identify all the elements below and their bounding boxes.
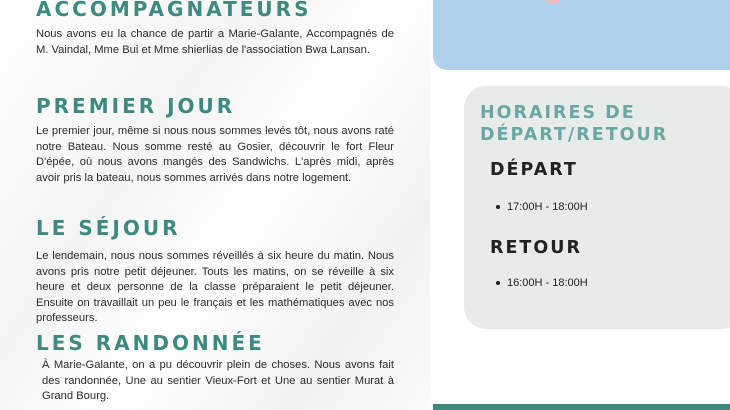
heading-les-randonnee: LES RANDONNÉE [36, 331, 265, 355]
schedule-title [480, 102, 668, 146]
text-premier-jour: Le premier jour, même si nous nous sommes levés tôt, nous avons raté notre Bateau. Nous somme resté au Gosier, découvrir le fort Fleur D'épée, où nous avons mangés des Sandwichs. L'après midi, après avoir pris la bateau, nous sommes arrivés dans notre logement. [36, 125, 394, 184]
schedule-title-line1: HORAIRES DE [480, 103, 636, 123]
retour-time-item [496, 277, 588, 289]
retour-label: RETOUR [490, 238, 582, 258]
bullet-icon [496, 205, 500, 209]
heading-le-sejour: LE SÉJOUR [36, 216, 181, 240]
top-blue-banner [433, 0, 730, 70]
depart-time-item [496, 201, 588, 213]
text-les-randonnee: À Marie-Galante, on a pu découvrir plein de choses. Nous avons fait des randonnée, Une au sentier Vieux-Fort et Une au sentier Murat à Grand Bourg. [42, 359, 394, 403]
text-accompagnateurs: Nous avons eu la chance de partir a Marie-Galante, Accompagnés de M. Vaindal, Mme Bui et Mme shierlias de l'association Bwa Lansan. [36, 28, 394, 56]
text-le-sejour: Le lendemain, nous nous sommes réveillés à six heure du matin. Nous avons pris notre petit déjeuner. Touts les matins, on se réveille à six heure et deux personne de la classe préparaient le petit déjeuner. Ensuite on travaillait un peu le français et les mathématiques avec nos professeurs. [36, 250, 394, 325]
bottom-teal-bar [433, 404, 730, 410]
depart-label: DÉPART [490, 160, 578, 180]
bullet-icon [496, 281, 500, 285]
retour-time: 16:00H - 18:00H [507, 277, 588, 289]
heading-premier-jour: PREMIER JOUR [36, 94, 236, 118]
heading-accompagnateurs: ACCOMPAGNATEURS [36, 0, 312, 21]
depart-time: 17:00H - 18:00H [507, 201, 588, 213]
schedule-title-line2: DÉPART/RETOUR [480, 125, 669, 145]
